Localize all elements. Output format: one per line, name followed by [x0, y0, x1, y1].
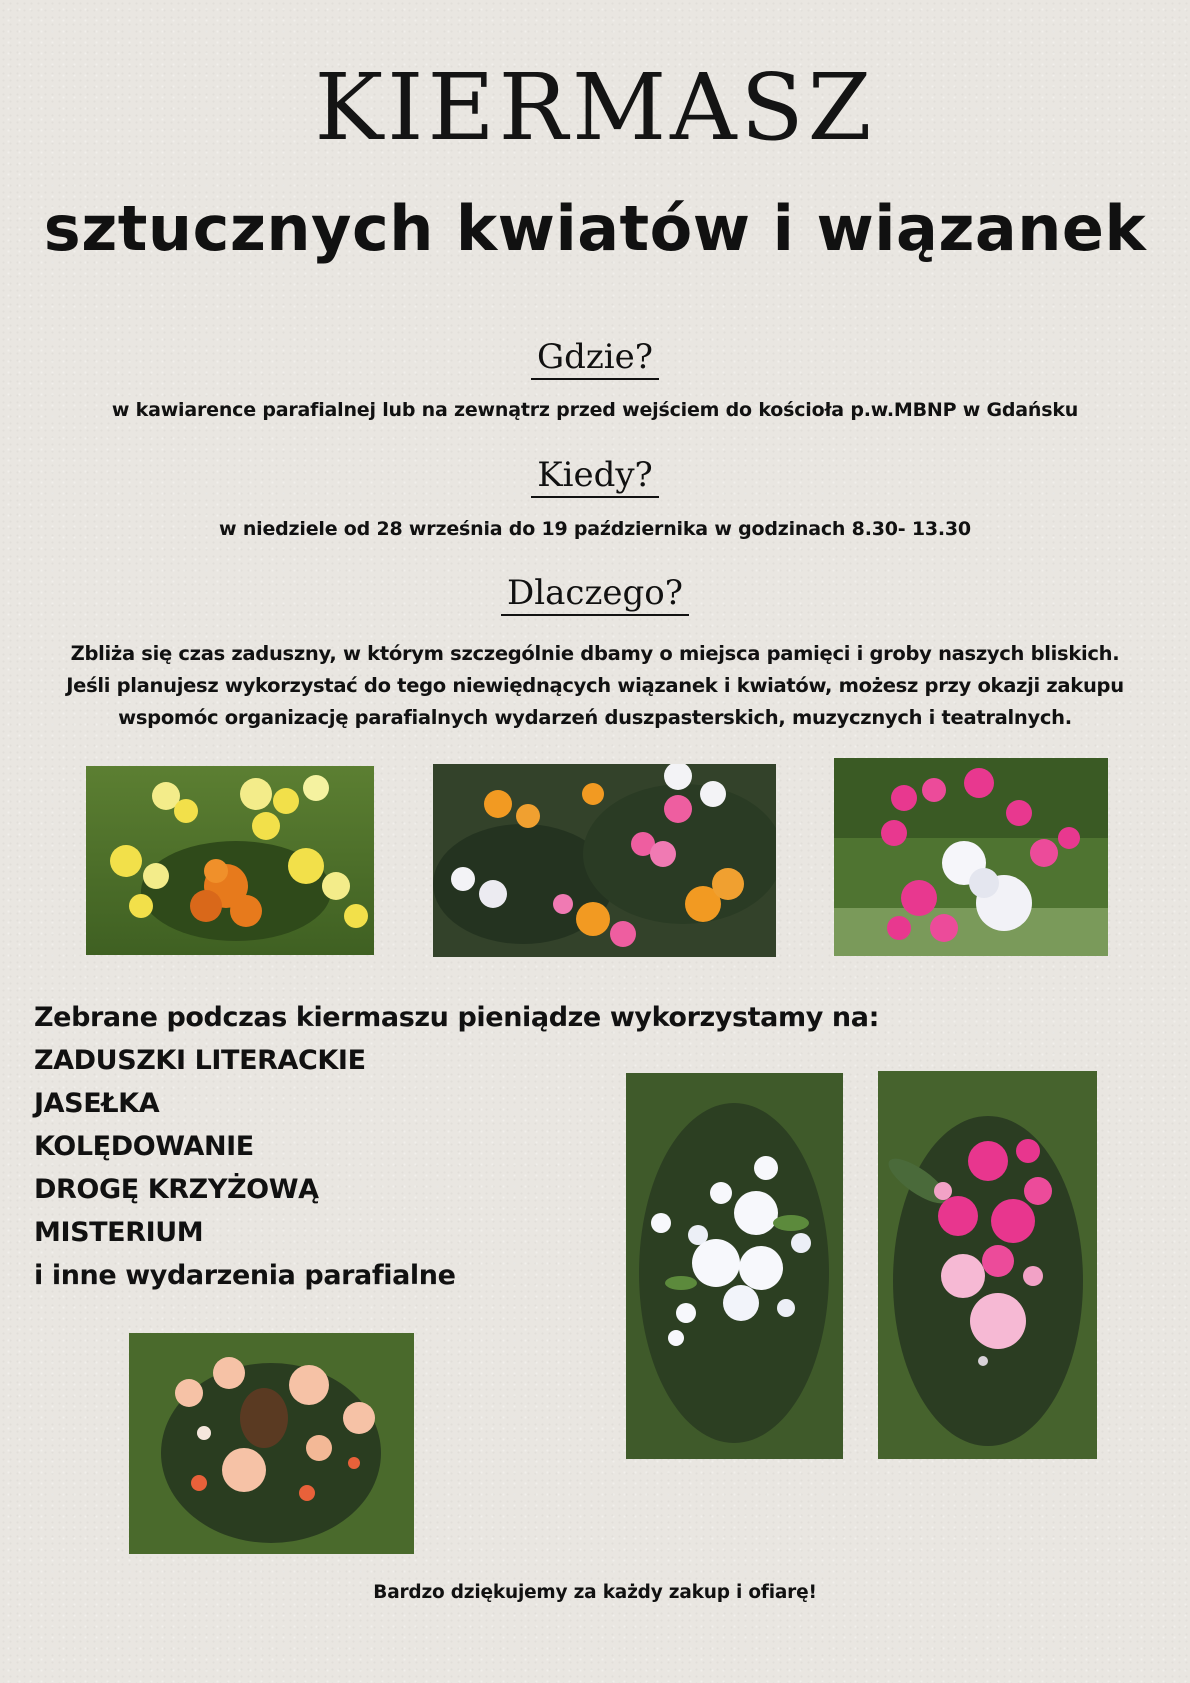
uses-item: JASEŁKA: [34, 1088, 160, 1119]
uses-item: DROGĘ KRZYŻOWĄ: [34, 1174, 319, 1205]
photo-white-roses-arrangement: [626, 1073, 843, 1459]
why-paragraph: [0, 638, 1190, 734]
uses-intro: Zebrane podczas kiermaszu pieniądze wykorzystamy na:: [34, 1002, 879, 1033]
uses-item: KOLĘDOWANIE: [34, 1131, 254, 1162]
uses-item: i inne wydarzenia parafialne: [34, 1260, 456, 1291]
where-heading: [0, 337, 1190, 380]
photo-yellow-orchids-orange-flowers: [86, 766, 374, 955]
photo-peach-roses-pinecone-wreath: [129, 1333, 414, 1554]
where-heading-text: Gdzie?: [531, 340, 659, 380]
poster-subtitle: sztucznych kwiatów i wiązanek: [43, 192, 1147, 265]
when-heading-text: Kiedy?: [531, 458, 659, 498]
uses-item: MISTERIUM: [34, 1217, 204, 1248]
photo-pink-orchids-white-hydrangea: [834, 758, 1108, 956]
when-text: w niedziele od 28 września do 19 października w godzinach 8.30- 13.30: [219, 518, 971, 540]
where-text: w kawiarence parafialnej lub na zewnątrz przed wejściem do kościoła p.w.MBNP w Gdańsku: [111, 399, 1079, 421]
photo-pink-orchids-roses-arrangement: [878, 1071, 1097, 1459]
uses-item: ZADUSZKI LITERACKIE: [34, 1045, 366, 1076]
when-heading: [0, 455, 1190, 498]
why-line: Jeśli planujesz wykorzystać do tego niewiędnących wiązanek i kwiatów, możesz przy okazji zakupu: [66, 674, 1124, 697]
photo-gerbera-pink-white-bouquets: [433, 764, 776, 957]
why-heading-text: Dlaczego?: [501, 576, 689, 616]
thanks-note: Bardzo dziękujemy za każdy zakup i ofiarę!: [373, 1582, 817, 1603]
why-line: wspomóc organizację parafialnych wydarzeń duszpasterskich, muzycznych i teatralnych.: [118, 706, 1072, 729]
poster-title: KIERMASZ: [314, 54, 876, 161]
why-heading: [0, 573, 1190, 616]
why-line: Zbliża się czas zaduszny, w którym szczególnie dbamy o miejsca pamięci i groby naszych bliskich.: [70, 642, 1120, 665]
